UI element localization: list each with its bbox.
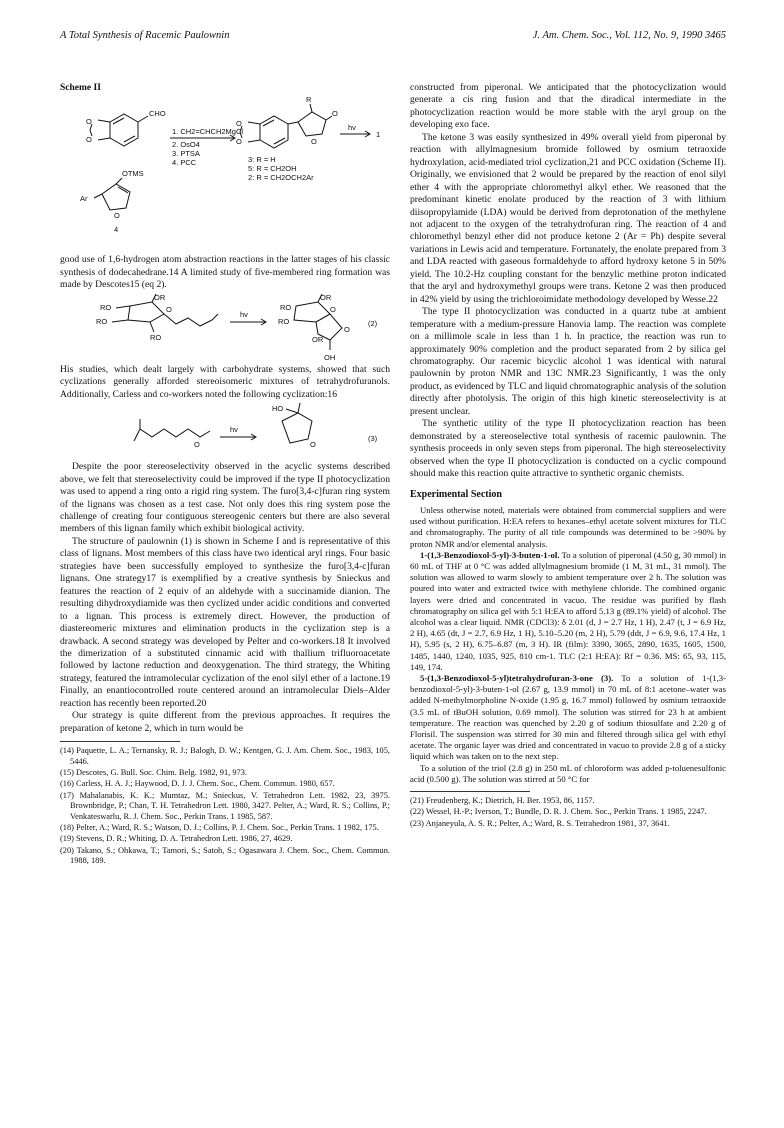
running-header-title: A Total Synthesis of Racemic Paulownin — [60, 30, 230, 41]
running-header-journal: J. Am. Chem. Soc., Vol. 112, No. 9, 1990 3465 — [532, 30, 726, 41]
footnote-rule — [410, 791, 530, 792]
footnote: (16) Carless, H. A. J.; Haywood, D. J. J. Chem. Soc., Chem. Commun. 1980, 657. — [60, 779, 335, 789]
compound-heading: 5-(1,3-Benzodioxol-5-yl)tetrahydrofuran-3-one (3). — [420, 673, 614, 683]
footnote: (17) Mahalanabis, K. K.; Mumtaz, M.; Snieckus, V. Tetrahedron Lett. 1982, 23, 3975. Brownbridge, P.; Chan, T. H. Tetrahedron Lett. 1980, 3427. Pelter, A.; Ward, R. S.; Collins, P.; Venkateswarlu, R. J. Chem. Soc., Perkin Trans. 1 1985, 587. — [60, 790, 390, 821]
equation-number-2: (2) — [368, 318, 378, 328]
o-label: O — [344, 324, 350, 334]
o-label: O — [86, 135, 92, 145]
hv-label: hv — [230, 425, 238, 435]
r-label: R — [306, 95, 312, 105]
procedure-text: To a solution of 1-(1,3-benzodioxol-5-yl)-3-buten-1-ol (2.67 g, 13.9 mmol) in 70 mL of 8:1 acetone–water was added N-methylmorpholine N-oxide (1.95 g, 16.7 mmol) followed by osmium tetraoxide (3.5 mL of tBuOH solution, 0.69 mmol). The solution was stirred for 23 h at ambient temperature. The reaction was quenched by 2.20 g of sodium thiosulfate and 2.20 g of Florisil. The suspension was stirred for 30 min and filtered through silica gel with ethyl acetate. The organic layer was dried and concentrated in vacuo to provide 2.8 g of a sticky liquid which was taken on to the next step. — [410, 673, 726, 762]
otms-label: OTMS — [122, 169, 144, 179]
ar-label: Ar — [80, 194, 88, 204]
compound-heading: 1-(1,3-Benzodioxol-5-yl)-3-buten-1-ol. — [420, 549, 560, 560]
procedure-text: To a solution of piperonal (4.50 g, 30 mmol) in 60 mL of THF at 0 °C was added allylmagnesium bromide (1 M, 31 mL, 31 mmol). The solution was allowed to warm slowly to ambient temperature over 2 h. The solution was poured into water and extracted twice with methylene chloride. The combined organic layers were dried and concentrated in vacuo. The residue was purified by flash chromatography on silica gel with 5:1 H:EA to afford 5.13 g (89.1% yield) of alcohol. The alcohol was a clear liquid. NMR (CDCl3): δ 2.01 (d, J = 2.7 Hz, 1 H), 2.47 (t, J = 6.9 Hz, 2 H), 4.65 (dt, J = 2.7, 6.9 Hz, 1 H), 5.10–5.20 (m, 2 H), 5.79 (ddt, J = 6.9, 9.6, 17.4 Hz, 1 H), 5.95 (s, 2 H), 6.75–6.87 (m, 3 H). IR (film): 3390, 3065, 2890, 1635, 1605, 1500, 1485, 1440, 1240, 1035, 925, 810 cm-1. TLC (2:1 H:EA): Rf = 0.36. MS: 65, 93, 115, 149, 174. — [410, 549, 726, 672]
reagent-3: 3. PTSA — [172, 149, 200, 159]
ro-label: RO — [150, 332, 162, 342]
r-group-5: 5: R = CH2OH — [248, 164, 297, 174]
right-column — [410, 82, 726, 830]
r-group-2: 2: R = CH2OCH2Ar — [248, 173, 314, 183]
o-label: O — [236, 137, 242, 147]
or-label: OR — [154, 292, 166, 302]
equation-3-diagram — [60, 401, 390, 461]
footnotes-right — [410, 796, 726, 829]
o-label: O — [194, 440, 200, 450]
o-label: O — [236, 119, 242, 129]
left-column — [60, 82, 390, 868]
scheme-title: Scheme II — [60, 83, 101, 93]
experimental-section — [410, 505, 726, 785]
o-label: O — [114, 211, 120, 221]
hv-label: hv — [240, 309, 248, 319]
ro-label: RO — [96, 316, 108, 326]
o-label: O — [166, 304, 172, 314]
footnote: (22) Wessel, H.-P.; Iverson, T.; Bundle, D. R. J. Chem. Soc., Perkin Trans. 1 1985, 2247. — [410, 807, 707, 817]
scheme-ii-diagram — [60, 94, 390, 254]
paragraph: Despite the poor stereoselectivity observed in the acyclic systems described above, we felt that stereoselectivity could be improved if the type II photocyclization was used to append a ring onto a rigid ring system. The furo[3,4-c]furan ring system of the lignans was chosen as a test case. Not only does this ring system pose the challenge of creating four contiguous stereogenic centers but there are also several members of this lignan family which exhibit biological activity. — [60, 461, 390, 535]
reagent-2: 2. OsO4 — [172, 140, 200, 150]
reagent-4: 4. PCC — [172, 158, 197, 168]
paragraph: His studies, which dealt largely with carbohydrate systems, showed that such cyclizations generally afforded stereoisomeric mixtures of tetrahydrofuranols. Additionally, Carless and co-workers noted the following cyclization:16 — [60, 363, 390, 400]
reagent-1: 1. CH2=CHCH2MgCl — [172, 127, 244, 137]
ro-label: RO — [280, 302, 292, 312]
cho-label: CHO — [149, 109, 166, 119]
equation-number-3: (3) — [368, 434, 378, 444]
paragraph: Unless otherwise noted, materials were obtained from commercial suppliers and were used without purification. H:EA refers to hexanes–ethyl acetate solvent mixtures for TLC and chromatography. The purity of all title compounds was determined to be >90% by proton NMR and/or elemental analysis. — [410, 504, 726, 549]
ho-label: HO — [272, 404, 284, 414]
compound-1-label: 1 — [376, 130, 381, 140]
o-label: O — [310, 440, 316, 450]
paragraph — [410, 673, 726, 763]
paragraph: good use of 1,6-hydrogen atom abstraction reactions in the latter stages of his classic synthesis of dodecahedrane.14 A limited study of five-membered ring formation was made by Descotes15 (eq 2). — [60, 254, 390, 291]
r-group-3: 3: R = H — [248, 155, 276, 165]
paragraph: To a solution of the triol (2.8 g) in 250 mL of chloroform was added p-toluenesulfonic acid (0.500 g). The solution was stirred at 50 °C for — [410, 762, 726, 784]
o-label: O — [311, 137, 317, 147]
paragraph: The synthetic utility of the type II photocyclization reaction has been demonstrated by a stereoselective total synthesis of racemic paulownin. The synthesis proceeds in only seven steps from piperonal. The high stereoselectivity observed when the type II photocyclization is conducted on a cyclic compound should make this reaction quite attractive to synthetic organic chemists. — [410, 418, 726, 480]
o-label: O — [86, 117, 92, 127]
o-label: O — [330, 304, 336, 314]
oh-label: OH — [324, 352, 336, 362]
paragraph — [410, 550, 726, 673]
footnote: (15) Descotes, G. Bull. Soc. Chim. Belg. 1982, 91, 973. — [60, 767, 248, 777]
hv-label: hv — [348, 123, 356, 133]
ro-label: RO — [278, 316, 290, 326]
paragraph: The type II photocyclization was conducted in a quartz tube at ambient temperature with a medium-pressure Hanovia lamp. The reaction was complete on a millimole scale in less than 1 h. In practice, the reaction was run to approximately 90% completion and the product separated from 2 by silica gel chromatography. Our racemic bicyclic alcohol 1 was identical with natural paulownin by proton NMR and 13C NMR.23 Significantly, 1 was the only product, as evidenced by TLC and liquid chromatographic analysis of the solution directly after photolysis. The origin of this high kinetic stereoselectivity is at present unclear. — [410, 306, 726, 417]
footnotes-left — [60, 746, 390, 866]
footnote: (14) Paquette, L. A.; Ternansky, R. J.; Balogh, D. W.; Kentgen, G. J. Am. Chem. Soc., 1983, 105, 5446. — [60, 746, 390, 766]
paragraph: The structure of paulownin (1) is shown in Scheme I and is representative of this class of lignans. Most members of this class have two identical aryl rings. Four basic strategies have been successfully employed to synthesize the furo[3,4-c]furan lignans. One strategy17 is exemplified by a creative synthesis by Snieckus and features the reaction of 2 equiv of an aldehyde with a succinamide dianion. The resulting dihydroxydiamide was then cyclized under acidic conditions and converted to a lignan. This process is extremely direct. However, the production of diastereomeric mixtures and elimination products in the cyclization step is a drawback. A second strategy was developed by Pelter and co-workers.18 It involved the dimerization of a substituted cinnamic acid with thallium trifluoroacetate followed by lactone reduction and deoxygenation. The third strategy, the Whiting strategy, featured the intramolecular cyclization of the enol silyl ether of a lactone.19 Finally, an enantiocontrolled route centered around an intramolecular Diels–Alder reaction has recently been reported.20 — [60, 535, 390, 709]
footnote: (20) Takano, S.; Ohkawa, T.; Tamori, S.; Satoh, S.; Ogasawara J. Chem. Soc., Chem. Commun. 1988, 189. — [60, 845, 390, 866]
or-label: OR — [312, 334, 324, 344]
footnote: (19) Stevens, D. R.; Whiting, D. A. Tetrahedron Lett. 1986, 27, 4629. — [60, 834, 293, 844]
footnote-rule — [60, 741, 180, 742]
equation-2-diagram — [60, 292, 390, 364]
or-label: OR — [320, 292, 332, 302]
paragraph: The ketone 3 was easily synthesized in 49% overall yield from piperonal by reaction with allylmagnesium bromide followed by osmium tetraoxide hydroxylation, acid-mediated triol cyclization,21 and PCC oxidation (Scheme II). Originally, we envisioned that 2 would be prepared by the reaction of enol silyl ether 4 with the appropriate chloromethyl alkyl ether. We reasoned that the predominant kinetic enolate produced by the reaction of 3 with lithium diisopropylamide (LDA) would be derived from deprotonation of the methylene not adjacent to the oxygen of the tetrahydrofuran ring. The reaction of 4 and chloromethyl benzyl ether did not produce ketone 2 (Ar = Ph) despite several variations in Lewis acid and temperature. Fortunately, the enolate prepared from 3 and LDA reacted with gaseous formaldehyde to afford hydroxy ketone 5 in 50% yield. The 10.2-Hz coupling constant for the benzylic methine proton indicated that the aryl and hydroxymethyl groups were trans. Ketone 2 was then produced in 42% yield by using the trichloroimidate methodology developed by Wesse.22 — [410, 131, 726, 305]
paragraph: Our strategy is quite different from the previous approaches. It requires the preparation of ketone 2, which in turn would be — [60, 710, 390, 734]
footnote: (18) Pelter, A.; Ward, R. S.; Watson, D. J.; Collins, P. J. Chem. Soc., Perkin Trans. 1 1982, 175. — [60, 822, 379, 832]
footnote: (23) Anjaneyula, A. S. R.; Pelter, A.; Ward, R. S. Tetrahedron 1981, 37, 3641. — [410, 818, 670, 828]
footnote: (21) Freudenberg, K.; Dietrich, H. Ber. 1953, 86, 1157. — [410, 796, 595, 806]
section-heading: Experimental Section — [410, 488, 502, 500]
o-label: O — [332, 109, 338, 119]
compound-4-label: 4 — [114, 225, 119, 235]
paragraph: constructed from piperonal. We anticipated that the photocyclization would generate a cis ring fusion and that the diradical intermediate in the photocyclization reaction would be more stable with the aryl group on the developing exo face. — [410, 82, 726, 131]
ro-label: RO — [100, 302, 112, 312]
